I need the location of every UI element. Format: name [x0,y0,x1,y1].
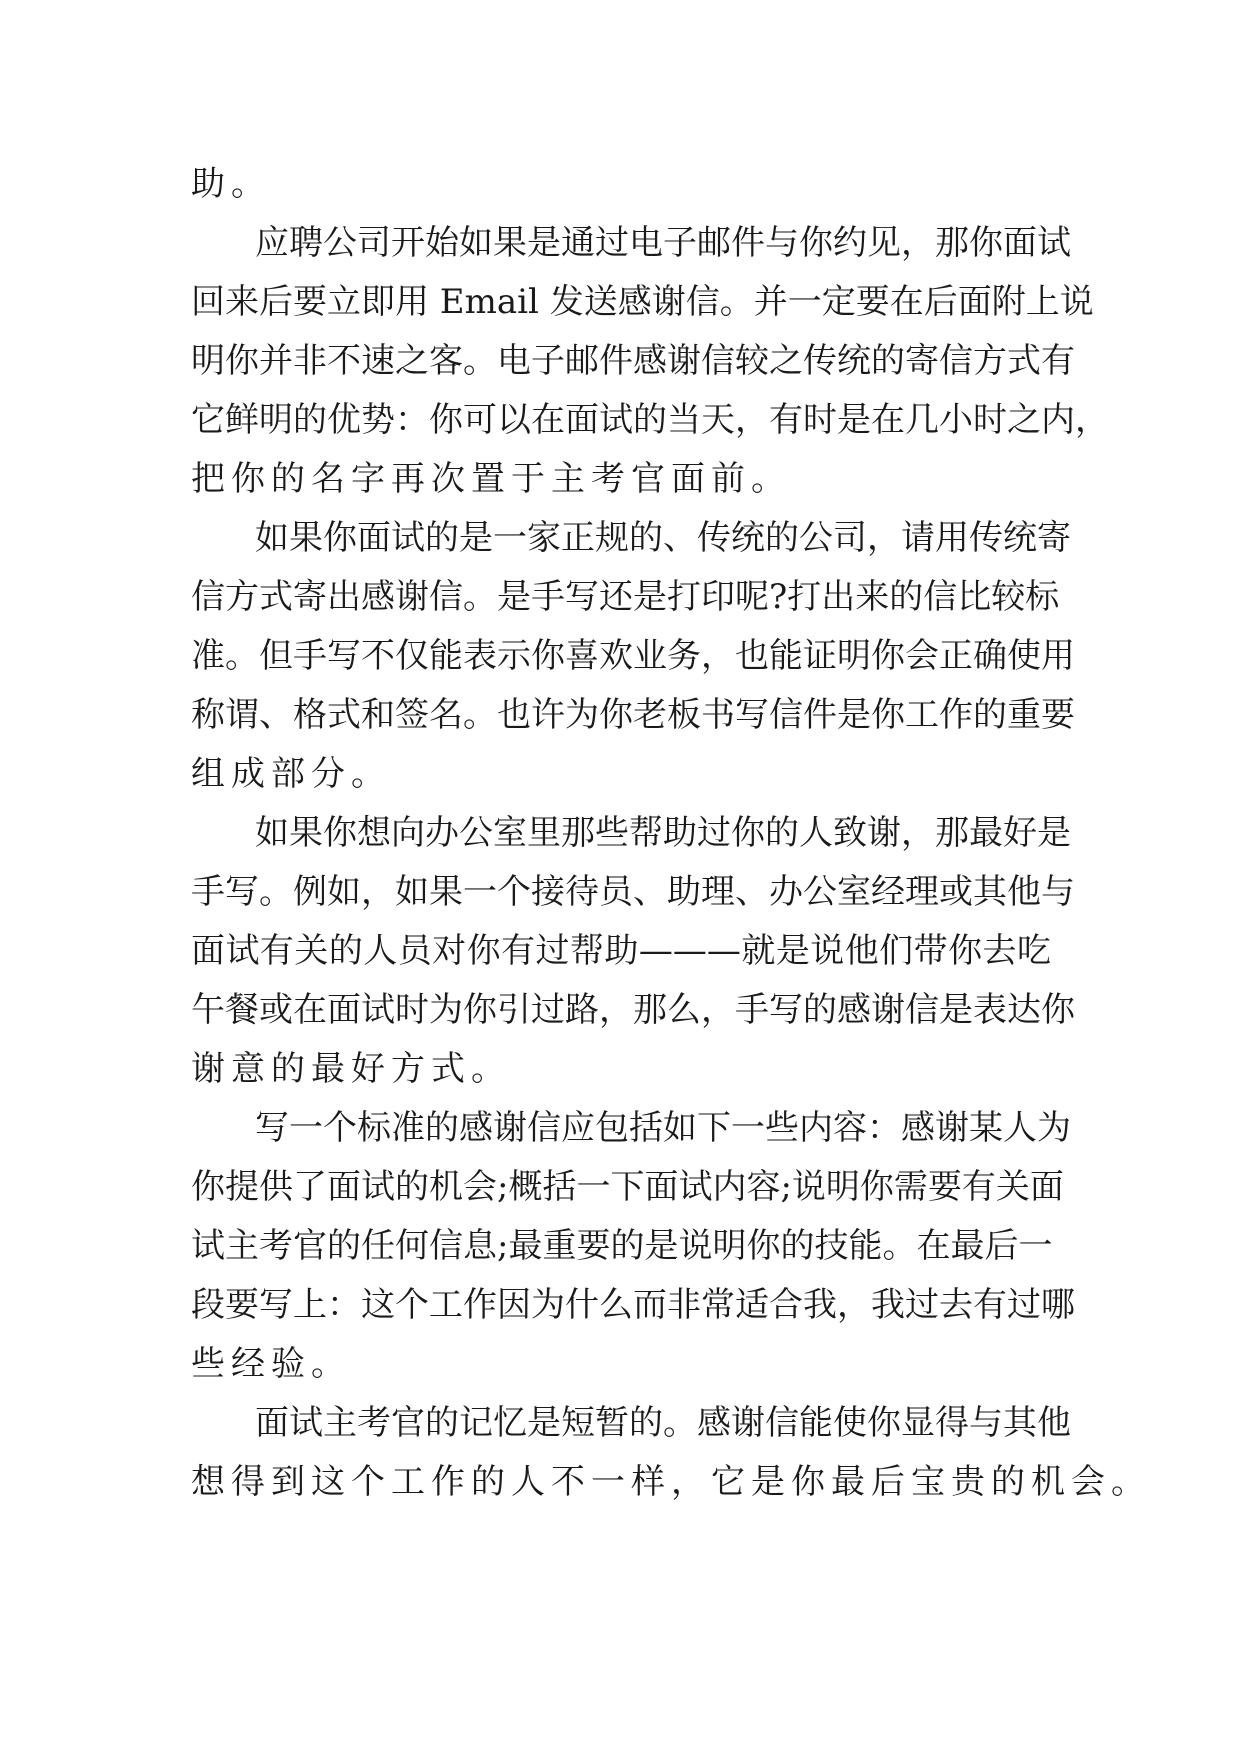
text-line: 你提供了面试的机会;概括一下面试内容;说明你需要有关面 [191,1167,1064,1207]
paragraph-start-line: 应聘公司开始如果是通过电子邮件与你约见，那你面试 [255,223,1071,263]
text-line: 谢意的最好方式。 [191,1049,511,1089]
text-line: 它鲜明的优势：你可以在面试的当天，有时是在几小时之内， [191,400,1109,440]
text-line: 称谓、格式和签名。也许为你老板书写信件是你工作的重要 [191,695,1075,735]
text-line: 明你并非不速之客。电子邮件感谢信较之传统的寄信方式有 [191,341,1075,381]
paragraph-start-line: 如果你想向办公室里那些帮助过你的人致谢，那最好是 [255,813,1071,853]
text-line: 回来后要立即用 Email 发送感谢信。并一定要在后面附上说 [191,282,1094,322]
text-line: 面试有关的人员对你有过帮助———就是说他们带你去吃 [191,931,1051,971]
text-line: 信方式寄出感谢信。是手写还是打印呢?打出来的信比较标 [191,577,1060,617]
paragraph-start-line: 如果你面试的是一家正规的、传统的公司，请用传统寄 [255,518,1071,558]
text-line: 把你的名字再次置于主考官面前。 [191,459,791,499]
paragraph-start-line: 写一个标准的感谢信应包括如下一些内容：感谢某人为 [255,1108,1071,1148]
text-line: 准。但手写不仅能表示你喜欢业务，也能证明你会正确使用 [191,636,1075,676]
text-line: 午餐或在面试时为你引过路，那么，手写的感谢信是表达你 [191,990,1075,1030]
text-line: 试主考官的任何信息;最重要的是说明你的技能。在最后一 [191,1226,1053,1266]
text-line: 些经验。 [191,1344,351,1384]
text-line: 组成部分。 [191,754,391,794]
text-line: 段要写上：这个工作因为什么而非常适合我，我过去有过哪 [191,1285,1075,1325]
paragraph-start-line: 面试主考官的记忆是短暂的。感谢信能使你显得与其他 [255,1403,1071,1443]
text-line: 手写。例如，如果一个接待员、助理、办公室经理或其他与 [191,872,1075,912]
document-body [191,155,1151,1512]
text-line: 想得到这个工作的人不一样，它是你最后宝贵的机会。 [191,1462,1151,1502]
text-line: 助。 [191,164,271,204]
